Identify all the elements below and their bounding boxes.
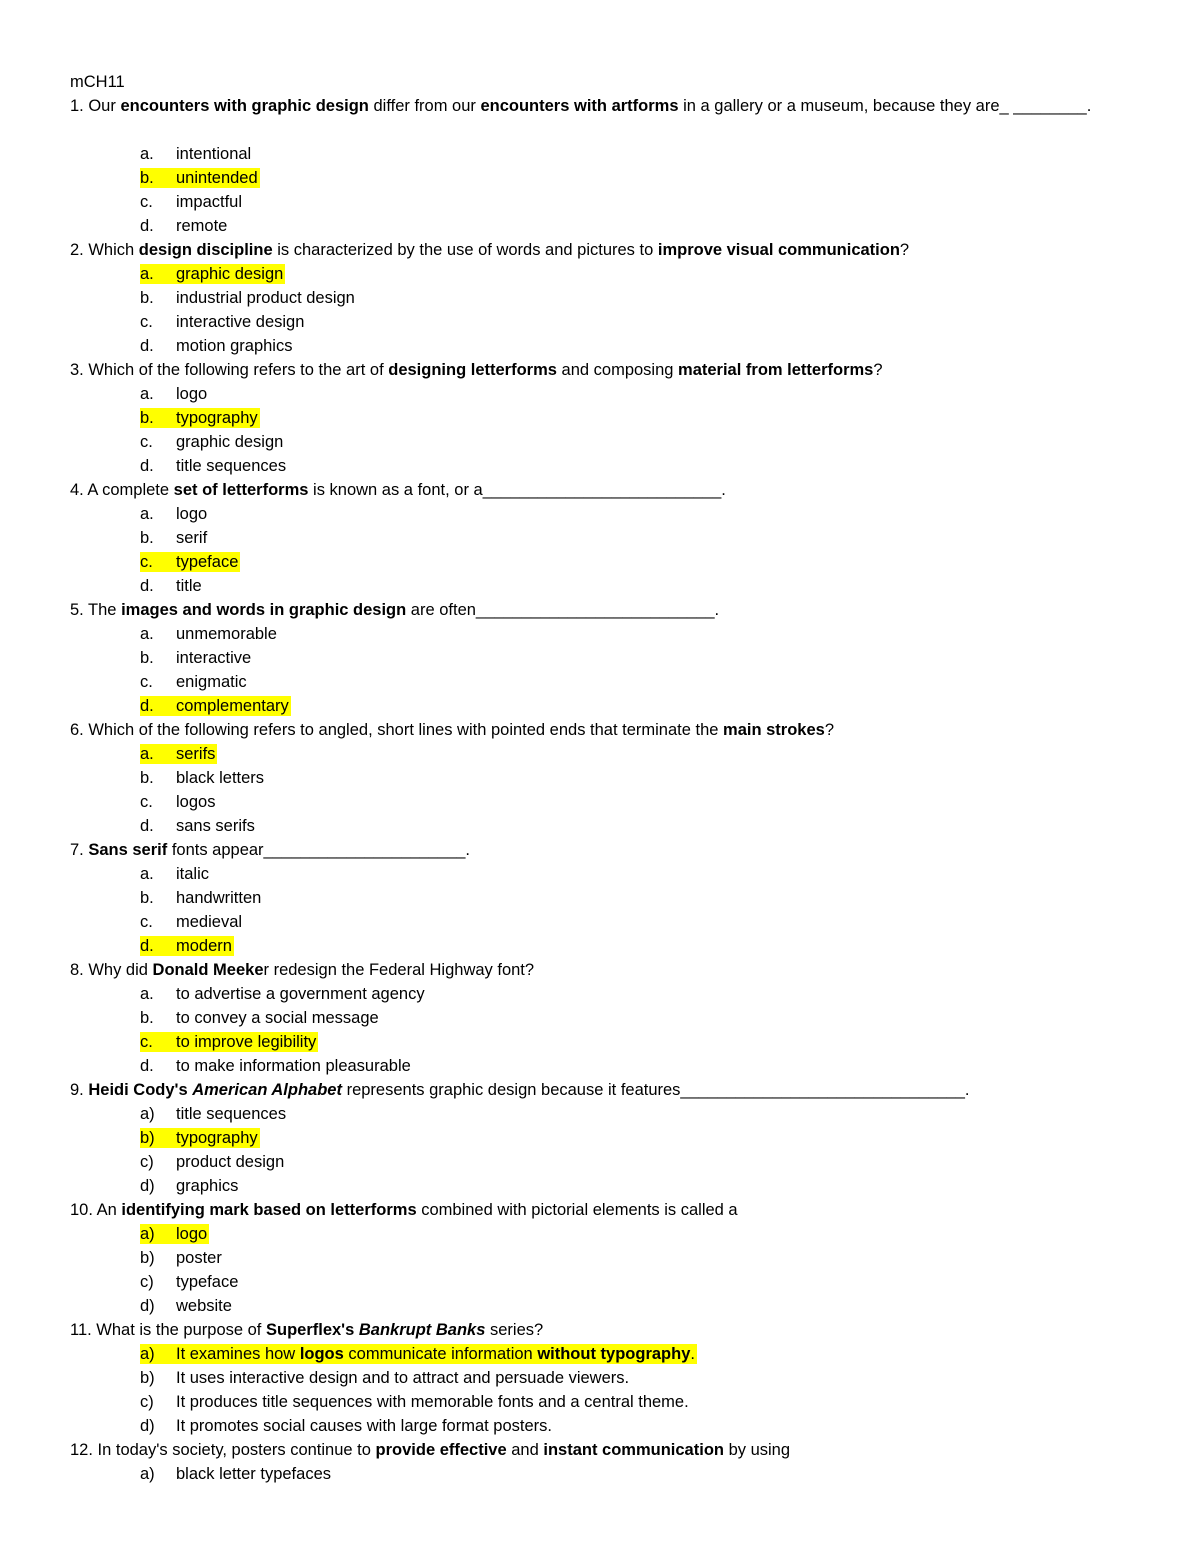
answer-option-letter: d)	[140, 1417, 155, 1435]
answer-option-letter: a.	[140, 625, 154, 643]
answer-option-text: logo	[176, 1225, 208, 1243]
answer-option-letter: d.	[140, 217, 154, 235]
answer-option	[70, 406, 1140, 430]
answer-option	[70, 1030, 1140, 1054]
question-8-emphasis: Donald Meeke	[152, 961, 264, 979]
answer-option	[70, 574, 1140, 598]
answer-option-text: poster	[176, 1249, 222, 1267]
correct-answer-highlight	[140, 1344, 697, 1364]
question-3-text: ?	[873, 361, 883, 379]
question-9-text: represents graphic design because it features_______________________________.	[341, 1081, 970, 1099]
correct-answer-highlight	[140, 168, 260, 188]
answer-option-text: medieval	[176, 913, 243, 931]
question-1-text: in a gallery or a museum, because they are_ ________.	[678, 97, 1092, 115]
answer-option-letter: a.	[140, 145, 154, 163]
question-4	[70, 478, 1140, 502]
answer-option-text: logos	[176, 793, 216, 811]
answer-option-letter: c.	[140, 433, 153, 451]
question-7	[70, 838, 1140, 862]
document-title: mCH11	[70, 73, 125, 91]
answer-option	[70, 790, 1140, 814]
answer-option-body	[140, 504, 209, 524]
question-12-text: and	[506, 1441, 544, 1459]
answer-option-letter: d.	[140, 1057, 154, 1075]
answer-option	[70, 286, 1140, 310]
question-3-text: 3. Which of the following refers to the art of	[70, 361, 389, 379]
question-11-emphasis	[359, 1321, 486, 1339]
answer-option-text: title sequences	[176, 457, 287, 475]
question-10-emphasis: identifying mark based on letterforms	[121, 1201, 417, 1219]
answer-option-letter: d.	[140, 337, 154, 355]
answer-option-text: logo	[176, 385, 208, 403]
question-2-text: ?	[899, 241, 910, 259]
answer-option	[70, 550, 1140, 574]
answer-option-body	[140, 1248, 224, 1268]
answer-option	[70, 886, 1140, 910]
answer-option-letter: b.	[140, 769, 154, 787]
answer-option-letter: d)	[140, 1297, 155, 1315]
answer-option	[70, 814, 1140, 838]
answer-option-body	[140, 1176, 240, 1196]
answer-option-text: typeface	[176, 553, 239, 571]
question-12-text: by using	[723, 1441, 791, 1459]
answer-option-letter: c.	[140, 793, 153, 811]
answer-option-text: graphics	[176, 1177, 239, 1195]
answer-option-text: interactive design	[176, 313, 305, 331]
answer-option	[70, 1366, 1140, 1390]
answer-option	[70, 262, 1140, 286]
answer-option	[70, 1462, 1140, 1486]
question-list	[70, 94, 1140, 1486]
answer-option	[70, 766, 1140, 790]
answer-option-emphasis: logos	[299, 1345, 344, 1363]
answer-option	[70, 1126, 1140, 1150]
answer-option-letter: b.	[140, 289, 154, 307]
answer-option	[70, 166, 1140, 190]
correct-answer-highlight	[140, 936, 234, 956]
correct-answer-highlight	[140, 696, 291, 716]
answer-option-letter: b.	[140, 649, 154, 667]
answer-option	[70, 526, 1140, 550]
question-9-emphasis	[192, 1081, 342, 1099]
question-2-text: is characterized by the use of words and pictures to	[272, 241, 658, 259]
question-12-emphasis: instant communication	[543, 1441, 724, 1459]
question-1	[70, 94, 1140, 142]
answer-option-text: complementary	[176, 697, 289, 715]
answer-option-body	[140, 1416, 554, 1436]
answer-option-body	[140, 672, 249, 692]
answer-option	[70, 1150, 1140, 1174]
answer-option	[70, 214, 1140, 238]
answer-option-body	[140, 768, 266, 788]
question-6	[70, 718, 1140, 742]
answer-option	[70, 1006, 1140, 1030]
answer-option	[70, 454, 1140, 478]
answer-option-letter: c.	[140, 313, 153, 331]
answer-option-letter: d.	[140, 577, 154, 595]
answer-option-body	[140, 984, 427, 1004]
answer-option-text: It produces title sequences with memorable fonts and a central theme.	[176, 1393, 689, 1411]
question-1-emphasis: encounters with graphic design	[120, 97, 369, 115]
answer-option-text: to make information pleasurable	[176, 1057, 411, 1075]
answer-option	[70, 910, 1140, 934]
answer-option-text: sans serifs	[176, 817, 255, 835]
question-4-text: is known as a font, or a__________________________.	[308, 481, 726, 499]
answer-option-letter: c.	[140, 673, 153, 691]
answer-option-letter: c)	[140, 1393, 154, 1411]
answer-option-body	[140, 792, 217, 812]
answer-option-text: It uses interactive design and to attract and persuade viewers.	[176, 1369, 630, 1387]
answer-option-body	[140, 912, 244, 932]
answer-option	[70, 1342, 1140, 1366]
question-12	[70, 1438, 1140, 1462]
question-12-text: 12. In today's society, posters continue to	[70, 1441, 376, 1459]
answer-option	[70, 982, 1140, 1006]
answer-option-letter: c)	[140, 1153, 154, 1171]
answer-option-text: title sequences	[176, 1105, 287, 1123]
answer-option-text: .	[690, 1345, 695, 1363]
answer-option-body	[140, 888, 263, 908]
answer-option	[70, 190, 1140, 214]
answer-option-text: modern	[176, 937, 232, 955]
answer-option-text: industrial product design	[176, 289, 355, 307]
question-3-text: and composing	[556, 361, 679, 379]
question-2	[70, 238, 1140, 262]
answer-option-text: handwritten	[176, 889, 262, 907]
question-5-emphasis: images and words in graphic design	[121, 601, 407, 619]
correct-answer-highlight	[140, 744, 217, 764]
question-5-text: are often__________________________.	[406, 601, 720, 619]
answer-option-text: unintended	[176, 169, 258, 187]
answer-option	[70, 646, 1140, 670]
question-11-italic: Bankrupt Banks	[358, 1321, 486, 1339]
answer-option-letter: a.	[140, 385, 154, 403]
question-1-text: 1. Our	[70, 97, 121, 115]
answer-option	[70, 934, 1140, 958]
question-7-emphasis: Sans serif	[88, 841, 168, 859]
answer-option-body	[140, 432, 285, 452]
question-9	[70, 1078, 1140, 1102]
answer-option-body	[140, 1296, 234, 1316]
answer-option-body	[140, 192, 244, 212]
answer-option-text: serif	[176, 529, 208, 547]
answer-option-letter: a.	[140, 865, 154, 883]
question-1-emphasis: encounters with artforms	[480, 97, 679, 115]
answer-option-letter: b)	[140, 1129, 155, 1147]
answer-option-text: black letter typefaces	[176, 1465, 331, 1483]
answer-option	[70, 382, 1140, 406]
answer-option	[70, 670, 1140, 694]
question-10	[70, 1198, 1140, 1222]
question-6-emphasis: main strokes	[723, 721, 825, 739]
answer-option-body	[140, 1392, 691, 1412]
question-11-emphasis: Superflex's	[265, 1321, 359, 1339]
answer-option-body	[140, 312, 306, 332]
answer-option-body	[140, 216, 229, 236]
answer-option-letter: b)	[140, 1249, 155, 1267]
answer-option-letter: c)	[140, 1273, 154, 1291]
answer-option-body	[140, 1008, 381, 1028]
answer-option	[70, 1054, 1140, 1078]
answer-option-text: It promotes social causes with large format posters.	[176, 1417, 552, 1435]
answer-option	[70, 1414, 1140, 1438]
answer-option-body	[140, 576, 204, 596]
question-2-text: 2. Which	[70, 241, 139, 259]
question-11	[70, 1318, 1140, 1342]
answer-option-emphasis: without typography	[537, 1345, 691, 1363]
answer-option-letter: a)	[140, 1105, 155, 1123]
answer-option-text: title	[176, 577, 202, 595]
answer-option-body	[140, 144, 253, 164]
answer-option-text: graphic design	[176, 433, 284, 451]
question-11-text: 11. What is the purpose of	[70, 1321, 266, 1339]
answer-option-body	[140, 336, 294, 356]
answer-option-body	[140, 1152, 286, 1172]
answer-option-text: logo	[176, 505, 208, 523]
question-3-emphasis: material from letterforms	[678, 361, 874, 379]
answer-option-text: black letters	[176, 769, 265, 787]
answer-option	[70, 1174, 1140, 1198]
question-6-text: 6. Which of the following refers to angled, short lines with pointed ends that terminate the	[70, 721, 724, 739]
answer-option-body	[140, 816, 257, 836]
answer-option-body	[140, 1464, 333, 1484]
answer-option-letter: d.	[140, 817, 154, 835]
question-4-text: 4. A complete	[70, 481, 174, 499]
answer-option	[70, 862, 1140, 886]
answer-option-text: impactful	[176, 193, 243, 211]
answer-option-letter: a.	[140, 265, 154, 283]
answer-option-letter: a.	[140, 505, 154, 523]
correct-answer-highlight	[140, 1128, 260, 1148]
answer-option-body	[140, 624, 279, 644]
question-3-emphasis: designing letterforms	[388, 361, 557, 379]
answer-option-letter: b)	[140, 1369, 155, 1387]
question-5-text: 5. The	[70, 601, 122, 619]
document-page	[70, 70, 1140, 1486]
answer-option-letter: b.	[140, 169, 154, 187]
answer-option-body	[140, 648, 253, 668]
answer-option-text: typeface	[176, 1273, 239, 1291]
answer-option-letter: c.	[140, 1033, 153, 1051]
answer-option	[70, 742, 1140, 766]
question-7-text: 7.	[70, 841, 89, 859]
question-9-italic: American Alphabet	[192, 1081, 342, 1099]
answer-option-letter: c.	[140, 553, 153, 571]
answer-option-letter: a)	[140, 1225, 155, 1243]
question-12-emphasis: provide effective	[375, 1441, 507, 1459]
answer-option-text: enigmatic	[176, 673, 247, 691]
answer-option-body	[140, 1272, 240, 1292]
answer-option-text: italic	[176, 865, 210, 883]
answer-option-body	[140, 1368, 631, 1388]
answer-option-body	[140, 864, 211, 884]
answer-option-text: product design	[176, 1153, 285, 1171]
answer-option-body	[140, 1104, 288, 1124]
answer-option	[70, 430, 1140, 454]
answer-option-letter: a.	[140, 985, 154, 1003]
question-8-text: 8. Why did	[70, 961, 153, 979]
answer-option-letter: b.	[140, 889, 154, 907]
answer-option-letter: d.	[140, 697, 154, 715]
answer-option-text: communicate information	[343, 1345, 538, 1363]
correct-answer-highlight	[140, 1224, 209, 1244]
correct-answer-highlight	[140, 1032, 318, 1052]
question-5	[70, 598, 1140, 622]
answer-option-text: remote	[176, 217, 228, 235]
answer-option	[70, 1246, 1140, 1270]
question-2-emphasis: improve visual communication	[657, 241, 900, 259]
question-6-text: ?	[824, 721, 835, 739]
answer-option-text: to convey a social message	[176, 1009, 379, 1027]
answer-option-letter: a)	[140, 1345, 155, 1363]
answer-option-text: motion graphics	[176, 337, 293, 355]
answer-option	[70, 1294, 1140, 1318]
question-8-text: r redesign the Federal Highway font?	[263, 961, 535, 979]
answer-option-letter: c.	[140, 913, 153, 931]
answer-option-letter: c.	[140, 193, 153, 211]
answer-option-body	[140, 528, 209, 548]
answer-option	[70, 1390, 1140, 1414]
answer-option	[70, 1270, 1140, 1294]
answer-option	[70, 142, 1140, 166]
question-7-text: fonts appear______________________.	[167, 841, 471, 859]
question-8	[70, 958, 1140, 982]
answer-option-text: typography	[176, 1129, 258, 1147]
answer-option-text: to improve legibility	[176, 1033, 317, 1051]
answer-option-text: It examines how	[176, 1345, 300, 1363]
correct-answer-highlight	[140, 408, 260, 428]
answer-option-text: typography	[176, 409, 258, 427]
answer-option-letter: a)	[140, 1465, 155, 1483]
answer-option-text: intentional	[176, 145, 252, 163]
answer-option	[70, 1222, 1140, 1246]
question-11-text: series?	[485, 1321, 544, 1339]
question-10-text: combined with pictorial elements is called a	[416, 1201, 738, 1219]
answer-option-body	[140, 288, 357, 308]
question-2-emphasis: design discipline	[138, 241, 273, 259]
correct-answer-highlight	[140, 264, 285, 284]
answer-option-letter: b.	[140, 409, 154, 427]
question-3	[70, 358, 1140, 382]
answer-option-text: to advertise a government agency	[176, 985, 425, 1003]
answer-option-body	[140, 456, 288, 476]
answer-option-letter: b.	[140, 1009, 154, 1027]
question-9-text: 9.	[70, 1081, 89, 1099]
question-10-text: 10. An	[70, 1201, 122, 1219]
question-4-emphasis: set of letterforms	[173, 481, 309, 499]
answer-option	[70, 502, 1140, 526]
answer-option-text: graphic design	[176, 265, 284, 283]
answer-option-letter: b.	[140, 529, 154, 547]
answer-option	[70, 334, 1140, 358]
answer-option-letter: a.	[140, 745, 154, 763]
answer-option-text: unmemorable	[176, 625, 277, 643]
answer-option-text: website	[176, 1297, 232, 1315]
answer-option-letter: d.	[140, 937, 154, 955]
correct-answer-highlight	[140, 552, 240, 572]
answer-option	[70, 622, 1140, 646]
answer-option	[70, 1102, 1140, 1126]
answer-option	[70, 310, 1140, 334]
answer-option-body	[140, 384, 209, 404]
answer-option-text: interactive	[176, 649, 252, 667]
answer-option-body	[140, 1056, 413, 1076]
answer-option-letter: d.	[140, 457, 154, 475]
answer-option-letter: d)	[140, 1177, 155, 1195]
answer-option-text: serifs	[176, 745, 216, 763]
question-1-text: differ from our	[368, 97, 481, 115]
question-9-emphasis: Heidi Cody's	[88, 1081, 193, 1099]
answer-option	[70, 694, 1140, 718]
